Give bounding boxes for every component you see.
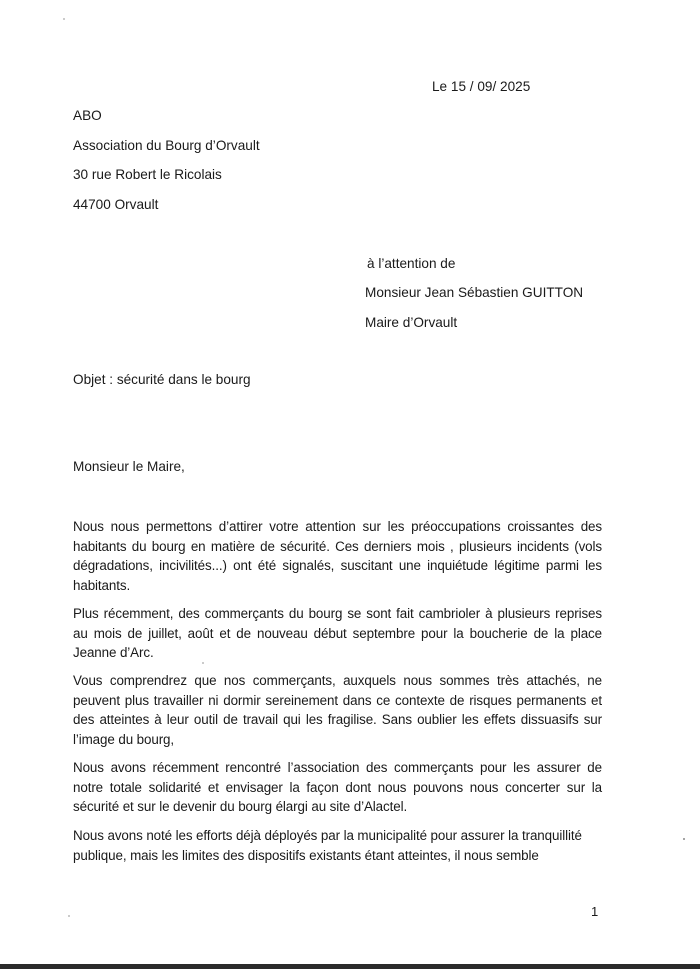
sender-abbreviation: ABO	[73, 108, 102, 123]
sender-city: 44700 Orvault	[73, 197, 159, 212]
scan-speck	[63, 18, 65, 20]
scan-speck	[68, 915, 70, 917]
recipient-title: Maire d’Orvault	[365, 315, 458, 330]
body-paragraph: Nous avons récemment rencontré l’association des commerçants pour les assurer de notre totale solidarité et envisager la façon dont nous pouvons nous concerter sur la sécurité et sur le devenir du bourg élargi au site d’Alactel.	[73, 760, 602, 815]
body-paragraph: Nous nous permettons d’attirer votre attention sur les préoccupations croissantes des habitants du bourg en matière de sécurité. Ces derniers mois , plusieurs incidents (vols dégradations, incivilités...) ont été signalés, suscitant une inquiétude légitime parmi les habitants.	[73, 519, 602, 593]
scan-bottom-edge	[0, 964, 700, 969]
sender-street: 30 rue Robert le Ricolais	[73, 167, 222, 182]
body-paragraph: Vous comprendrez que nos commerçants, auxquels nous sommes très attachés, ne peuvent plus travailler ni dormir sereinement dans ce contexte de risques permanents et des atteintes à leur outil de travail qui les fragilise. Sans oublier les effets dissuasifs sur l’image du bourg,	[73, 673, 602, 747]
sender-name: Association du Bourg d’Orvault	[73, 138, 260, 153]
scan-speck	[683, 838, 685, 840]
recipient-attention: à l’attention de	[367, 256, 456, 271]
scan-speck	[202, 662, 204, 664]
letter-salutation: Monsieur le Maire,	[73, 459, 185, 474]
recipient-name: Monsieur Jean Sébastien GUITTON	[365, 285, 584, 300]
body-paragraph: Nous avons noté les efforts déjà déployés par la municipalité pour assurer la tranquillité publique, mais les limites des dispositifs existants étant atteintes, il nous semble	[73, 828, 582, 863]
letter-subject: Objet : sécurité dans le bourg	[73, 372, 251, 387]
body-paragraph: Plus récemment, des commerçants du bourg se sont fait cambrioler à plusieurs reprises au mois de juillet, août et de nouveau début septembre pour la boucherie de la place Jeanne d’Arc.	[73, 606, 602, 661]
page-number: 1	[591, 904, 599, 919]
letter-date: Le 15 / 09/ 2025	[432, 79, 531, 94]
